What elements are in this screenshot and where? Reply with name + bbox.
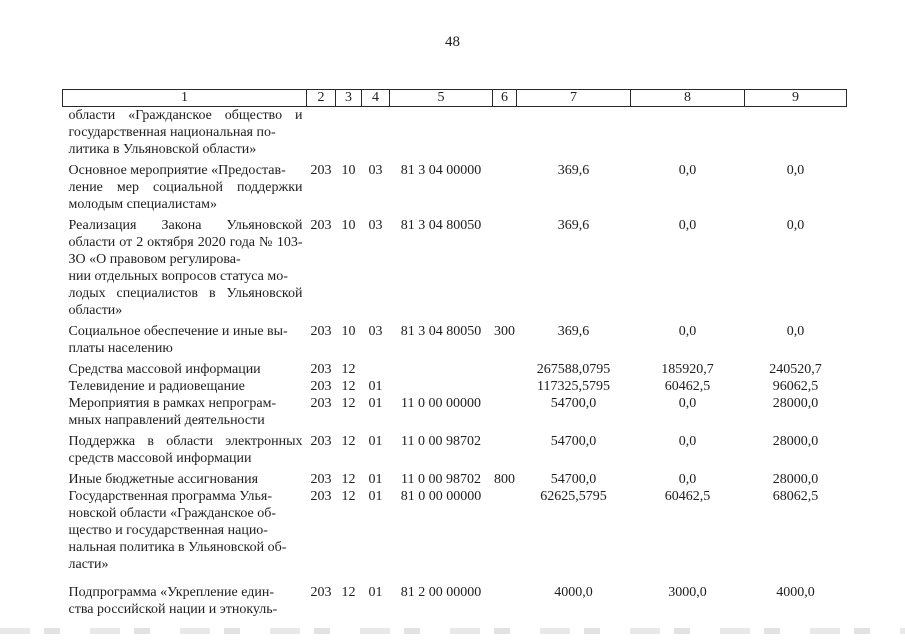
cell-col4: 01 (368, 434, 383, 449)
table-row (63, 107, 847, 159)
cell-col3: 10 (341, 324, 356, 339)
cell-col2: 203 (310, 163, 332, 178)
cell-col4: 01 (368, 489, 383, 504)
row-name: Мероприятия в рамках непрограм- мных направлений деятельности (68, 396, 277, 428)
cell-col4 (362, 357, 390, 378)
cell-col9: 96062,5 (772, 379, 819, 394)
cell-col2: 203 (310, 585, 332, 600)
cell-col5 (390, 107, 493, 159)
cell-col9: 28000,0 (772, 434, 819, 449)
cell-col2: 203 (310, 362, 332, 377)
page-number: 48 (445, 34, 460, 50)
row-name: Социальное обеспечение и иные вы- платы населению (68, 324, 288, 356)
table-row (63, 573, 847, 618)
table-row (63, 467, 847, 488)
cell-col3: 12 (341, 379, 356, 394)
cell-col7: 54700,0 (550, 396, 597, 411)
cell-col2: 203 (310, 472, 332, 487)
row-name: Иные бюджетные ассигнования (68, 472, 259, 487)
table-row (63, 395, 847, 429)
cell-col4: 01 (368, 472, 383, 487)
cell-col2: 203 (310, 379, 332, 394)
cell-col5 (390, 378, 493, 395)
cell-col5: 81 0 00 00000 (400, 489, 482, 504)
cell-col4: 01 (368, 585, 383, 600)
cell-col7 (517, 107, 631, 159)
cell-col9: 0,0 (786, 163, 805, 178)
cell-col3: 12 (341, 362, 356, 377)
cell-col8: 0,0 (678, 324, 697, 339)
row-name: Основное мероприятие «Предостав- ление мер социальной поддержки молодым специалистам» (68, 163, 303, 212)
row-name: Поддержка в области электронных средств массовой информации (68, 434, 303, 466)
cell-col6: 300 (494, 324, 515, 339)
cell-col6 (493, 395, 517, 429)
column-header-4: 4 (362, 90, 390, 107)
cell-col4: 01 (368, 396, 383, 411)
cell-col3: 12 (341, 396, 356, 411)
cell-col8: 0,0 (678, 396, 697, 411)
cell-col2: 203 (310, 489, 332, 504)
cell-col6 (493, 378, 517, 395)
cell-col8: 0,0 (678, 218, 697, 233)
table-row (63, 488, 847, 573)
table-row (63, 429, 847, 467)
cell-col5: 81 3 04 00000 (400, 163, 482, 178)
cell-col5: 81 3 04 80050 (400, 324, 482, 339)
cell-col9: 68062,5 (772, 489, 819, 504)
cell-col6: 800 (494, 472, 515, 487)
cell-col8: 0,0 (678, 163, 697, 178)
cell-col7: 54700,0 (550, 434, 597, 449)
row-name: Телевидение и радиовещание (68, 379, 245, 394)
cell-col6 (493, 488, 517, 573)
header-row (63, 90, 847, 107)
cell-col7: 267588,0795 (536, 362, 611, 377)
cell-col3: 12 (341, 472, 356, 487)
column-header-5: 5 (390, 90, 493, 107)
column-header-9: 9 (745, 90, 847, 107)
cell-col3: 10 (341, 163, 356, 178)
cell-col2: 203 (310, 434, 332, 449)
table-row (63, 213, 847, 319)
cell-col9: 240520,7 (769, 362, 822, 377)
column-header-6: 6 (493, 90, 517, 107)
table-header (63, 90, 847, 107)
cell-col7: 369,6 (557, 218, 590, 233)
cell-col5 (390, 357, 493, 378)
cell-col4: 03 (368, 324, 383, 339)
cell-col6 (493, 158, 517, 213)
cell-col7: 4000,0 (554, 585, 593, 600)
cell-col6 (493, 429, 517, 467)
cell-col6 (493, 213, 517, 319)
cell-col8: 0,0 (678, 434, 697, 449)
cell-col6 (493, 357, 517, 378)
cell-col8: 60462,5 (664, 489, 711, 504)
cell-col9: 28000,0 (772, 472, 819, 487)
cell-col5: 81 2 00 00000 (400, 585, 482, 600)
table-row (63, 357, 847, 378)
row-name: области «Гражданское общество и государственная национальная по- литика в Ульяновской области» (68, 108, 303, 157)
budget-table-container (62, 89, 846, 618)
cell-col2: 203 (310, 324, 332, 339)
column-header-1: 1 (63, 90, 307, 107)
column-header-3: 3 (336, 90, 362, 107)
cell-col5: 81 3 04 80050 (400, 218, 482, 233)
table-row (63, 158, 847, 213)
budget-table (62, 89, 847, 618)
cell-col3: 12 (341, 585, 356, 600)
table-body (63, 107, 847, 619)
cell-col6 (493, 573, 517, 618)
cell-col3: 12 (341, 434, 356, 449)
cell-col9: 0,0 (786, 324, 805, 339)
table-row (63, 378, 847, 395)
cell-col7: 117325,5795 (537, 379, 610, 394)
cell-col4 (362, 107, 390, 159)
row-name: Подпрограмма «Укрепление един- ства российской нации и этнокуль- (68, 585, 278, 617)
column-header-2: 2 (307, 90, 336, 107)
cell-col7: 369,6 (557, 163, 590, 178)
cell-col3 (336, 107, 362, 159)
cell-col2: 203 (310, 218, 332, 233)
cell-col8 (631, 107, 745, 159)
cell-col2 (307, 107, 336, 159)
cell-col8: 0,0 (678, 472, 697, 487)
cell-col9: 0,0 (786, 218, 805, 233)
table-row (63, 319, 847, 357)
cell-col7: 62625,5795 (540, 489, 607, 504)
column-header-7: 7 (517, 90, 631, 107)
cell-col6 (493, 107, 517, 159)
cell-col8: 3000,0 (668, 585, 707, 600)
cell-col3: 10 (341, 218, 356, 233)
cell-col7: 54700,0 (550, 472, 597, 487)
cell-col7: 369,6 (557, 324, 590, 339)
scan-edge-artifact (0, 628, 905, 634)
cell-col4: 03 (368, 218, 383, 233)
cell-col4: 01 (368, 379, 383, 394)
cell-col3: 12 (341, 489, 356, 504)
row-name: Государственная программа Улья- новской области «Гражданское об- щество и государственная нацио- нальная политика в Ульяновской об- ласти» (68, 489, 287, 572)
row-name: Средства массовой информации (68, 362, 261, 377)
cell-col8: 185920,7 (661, 362, 714, 377)
cell-col4: 03 (368, 163, 383, 178)
cell-col9: 28000,0 (772, 396, 819, 411)
cell-col9 (745, 107, 847, 159)
cell-col8: 60462,5 (664, 379, 711, 394)
row-name: Реализация Закона Ульяновской области от 2 октября 2020 года № 103-ЗО «О правовом регулирова- нии отдельных вопросов статуса мо- лодых специалистов в Ульяновской области» (68, 218, 303, 318)
cell-col5: 11 0 00 98702 (401, 434, 481, 449)
cell-col2: 203 (310, 396, 332, 411)
cell-col5: 11 0 00 98702 (401, 472, 481, 487)
column-header-8: 8 (631, 90, 745, 107)
cell-col5: 11 0 00 00000 (401, 396, 481, 411)
cell-col9: 4000,0 (776, 585, 815, 600)
